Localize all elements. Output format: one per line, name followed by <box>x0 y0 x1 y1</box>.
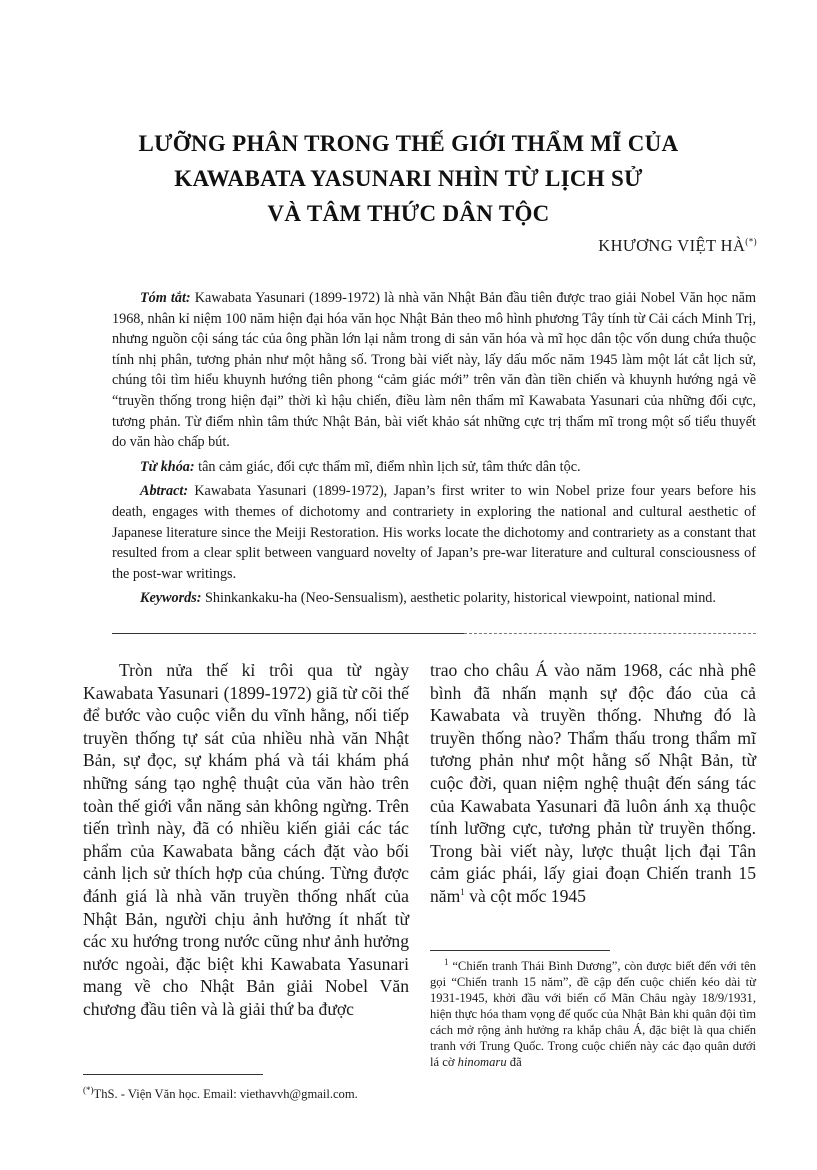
keywords-vi-text: tân cảm giác, đối cực thẩm mĩ, điểm nhìn lịch sử, tâm thức dân tộc. <box>198 458 581 475</box>
footnote-1 <box>430 958 756 1070</box>
abstract-en-text: Kawabata Yasunari (1899-1972), Japan’s first writer to win Nobel prize four years before his death, engages with themes of dichotomy and contrariety in exploring the national and cultural aesthetic of Japanese literature since the Meiji Restoration. His works locate the dichotomy and contrariety as a constant that resulted from a clear split between vanguard novelty of Japan’s pre-war literature and cultural consciousness of the post-war writings. <box>112 483 756 582</box>
author-footnote-mark-bottom: (*) <box>83 1084 94 1095</box>
footnote-divider-right <box>430 950 610 951</box>
article-title <box>60 126 757 231</box>
abstract-vi-label: Tóm tắt: <box>140 290 191 306</box>
keywords-vi <box>112 457 756 478</box>
keywords-vi-label: Từ khóa: <box>140 458 195 475</box>
abstract-divider-dashed <box>464 633 756 634</box>
body-paragraph-left: Tròn nửa thế kỉ trôi qua từ ngày Kawabata Yasunari (1899-1972) giã từ cõi thế để bước vào cuộc viễn du vĩnh hằng, nối tiếp truyền thống tự sát của nhiều nhà văn Nhật Bản, sự đọc, sự khám phá và tái khám phá những sáng tạo nghệ thuật của văn hào trên toàn thế giới vẫn năng sản không ngừng. Trên tiến trình này, đã có nhiều kiến giải các tác phẩm của Kawabata bằng cách đặt vào bối cảnh lịch sử thích hợp của chúng. Từng được đánh giá là nhà văn truyền thống nhất của Nhật Bản, người chịu ảnh hưởng ít nhất từ các xu hướng trong nước cũng như ảnh hưởng nước ngoài, đặc biệt khi Kawabata Yasunari mang về cho Nhật Bản giải Nobel Văn chương đầu tiên và là giải thứ ba được <box>83 660 409 1019</box>
keywords-en-label: Keywords: <box>140 590 202 607</box>
footnote-1-mark: 1 <box>444 956 449 967</box>
title-line-2: KAWABATA YASUNARI NHÌN TỪ LỊCH SỬ <box>174 166 643 191</box>
body-paragraph-right <box>430 659 756 908</box>
footnote-1-text: “Chiến tranh Thái Bình Dương”, còn được biết đến với tên gọi “Chiến tranh 15 năm”, đề cập đến cuộc chiến kéo dài từ 1931-1945, khởi đầu với biến cố Mãn Châu ngày 18/9/1931, hiện thực hóa tham vọng đế quốc của Nhật Bản khi quân đội tìm cách mở rộng ảnh hưởng ra khắp châu Á, đặc biệt là qua chiến tranh với Trung Quốc. Trong cuộc chiến này các đạo quân dưới lá cờ <box>430 959 756 1069</box>
keywords-en <box>112 588 756 609</box>
author-footnote <box>83 1086 413 1102</box>
footnote-divider-left <box>83 1074 263 1075</box>
body-right-tail: và cột mốc 1945 <box>464 885 586 906</box>
abstract-divider <box>112 633 464 634</box>
body-column-right <box>430 659 756 908</box>
abstract-vi-text: Kawabata Yasunari (1899-1972) là nhà văn Nhật Bản đầu tiên được trao giải Nobel Văn học năm 1968, nhân kỉ niệm 100 năm hiện đại hóa văn học Nhật Bản theo mô hình phương Tây tính từ Cải cách Minh Trị, nhưng nguồn cội sáng tác của ông phần lớn lại nằm trong di sản văn hóa và mĩ học dân tộc vốn dung chứa thuộc tính nhị phân, tương phản như một hằng số. Trong bài viết này, lấy dấu mốc năm 1945 làm một lát cắt lịch sử, chúng tôi tìm hiểu khuynh hướng tiên phong “cảm giác mới” trên văn đàn tiền chiến và khuynh hướng ngả về “truyền thống trong hiện đại” thời kì hậu chiến, điều làm nên thẩm mĩ Kawabata Yasunari của những đối cực, tương phản. Từ điểm nhìn tâm thức Nhật Bản, bài viết khảo sát những cực trị thẩm mĩ trong một số tiểu thuyết do văn hào chấp bút. <box>112 290 757 451</box>
author-name: KHƯƠNG VIỆT HÀ <box>598 236 746 255</box>
title-line-1: LƯỠNG PHÂN TRONG THẾ GIỚI THẨM MĨ CỦA <box>138 131 679 156</box>
body-right-text: trao cho châu Á vào năm 1968, các nhà phê bình đã nhấn mạnh sự độc đáo của cả Kawabata và truyền thống. Nhưng đó là truyền thống nào? Thẩm thấu trong thẩm mĩ tương phản như một hằng số Nhật Bản, từ cuộc đời, quan niệm nghệ thuật đến sáng tác của Kawabata Yasunari đã luôn ánh xạ thuộc tính lưỡng cực, tương phản từ truyền thống. Trong bài viết này, lược thuật lịch đại Tân cảm giác phái, lấy giai đoạn Chiến tranh 15 năm <box>430 660 756 906</box>
author-footnote-text: ThS. - Viện Văn học. Email: viethavvh@gmail.com. <box>93 1087 358 1101</box>
keywords-en-text: Shinkankaku-ha (Neo-Sensualism), aesthetic polarity, historical viewpoint, national mind. <box>205 590 716 607</box>
title-line-3: VÀ TÂM THỨC DÂN TỘC <box>267 201 550 226</box>
abstract-en-label: Abtract: <box>140 483 189 500</box>
abstract-en <box>112 481 756 584</box>
author-footnote-mark: (*) <box>745 236 757 247</box>
footnote-1-italic: hinomaru <box>457 1055 507 1069</box>
footnote-ref-1: 1 <box>460 887 465 898</box>
author-byline <box>598 236 757 256</box>
abstract-vi <box>112 288 756 453</box>
body-column-left <box>83 659 409 1021</box>
abstract-section <box>112 288 756 613</box>
footnote-1-tail: đã <box>506 1055 522 1069</box>
